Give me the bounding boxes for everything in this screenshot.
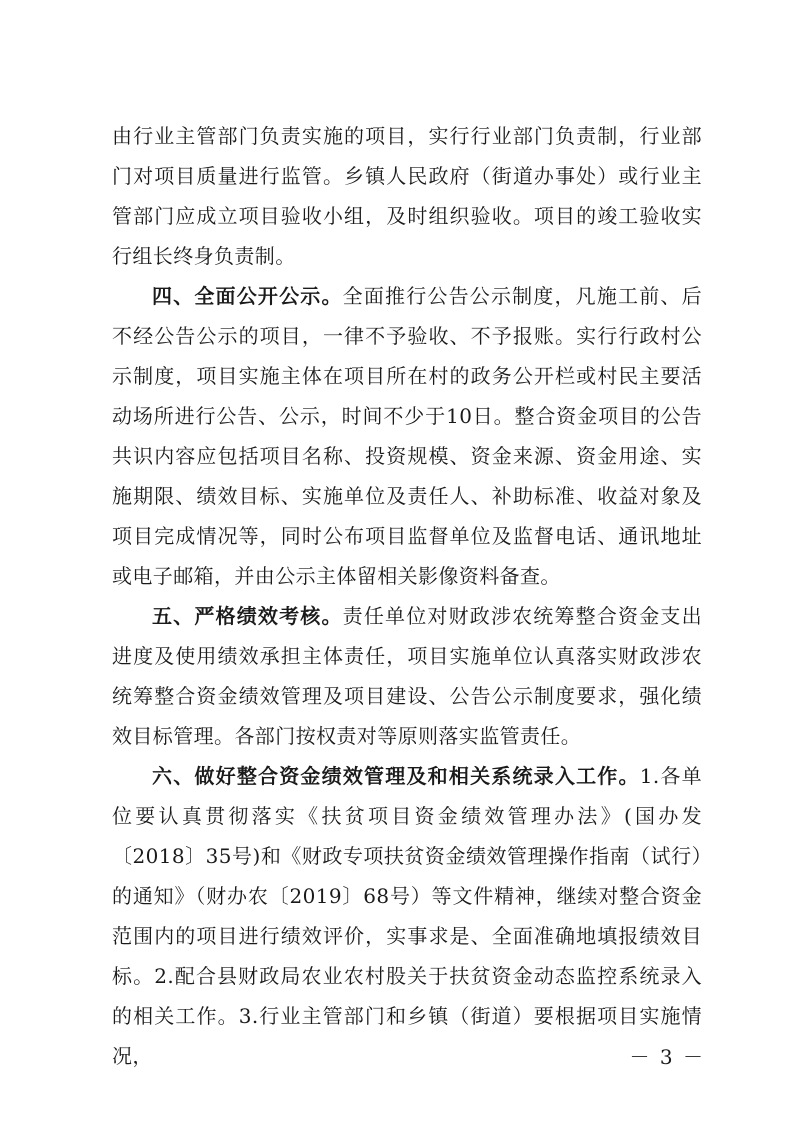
section-heading: 四、全面公开公示。 (152, 284, 343, 308)
section-heading: 六、做好整合资金绩效管理及和相关系统录入工作。 (152, 764, 640, 788)
document-body (112, 116, 702, 1076)
paragraph-body: 由行业主管部门负责实施的项目，实行行业部门负责制，行业部门对项目质量进行监管。乡镇人民政府（街道办事处）或行业主管部门应成立项目验收小组，及时组织验收。项目的竣工验收实行组长终身负责制。 (112, 124, 702, 268)
paragraph-section-5 (112, 596, 702, 756)
paragraph-section-6 (112, 756, 702, 1076)
paragraph-section-4 (112, 276, 702, 596)
paragraph-body: 1.各单位要认真贯彻落实《扶贫项目资金绩效管理办法》(国办发〔2018〕35号)和《财政专项扶贫资金绩效管理操作指南（试行）的通知》（财办农〔2019〕68号）等文件精神，继续对整合资金范围内的项目进行绩效评价，实事求是、全面准确地填报绩效目标。2.配合县财政局农业农村股关于扶贫资金动态监控系统录入的相关工作。3.行业主管部门和乡镇（街道）要根据项目实施情况， (112, 764, 702, 1068)
section-heading: 五、严格绩效考核。 (152, 604, 343, 628)
page-number: － 3 － (629, 1045, 705, 1069)
paragraph-continuation (112, 116, 702, 276)
paragraph-body: 责任单位对财政涉农统筹整合资金支出进度及使用绩效承担主体责任，项目实施单位认真落实财政涉农统筹整合资金绩效管理及项目建设、公告公示制度要求，强化绩效目标管理。各部门按权责对等原则落实监管责任。 (112, 604, 702, 748)
paragraph-body: 全面推行公告公示制度，凡施工前、后不经公告公示的项目，一律不予验收、不予报账。实行行政村公示制度，项目实施主体在项目所在村的政务公开栏或村民主要活动场所进行公告、公示，时间不少于10日。整合资金项目的公告共识内容应包括项目名称、投资规模、资金来源、资金用途、实施期限、绩效目标、实施单位及责任人、补助标准、收益对象及项目完成情况等，同时公布项目监督单位及监督电话、通讯地址或电子邮箱，并由公示主体留相关影像资料备查。 (112, 284, 702, 588)
